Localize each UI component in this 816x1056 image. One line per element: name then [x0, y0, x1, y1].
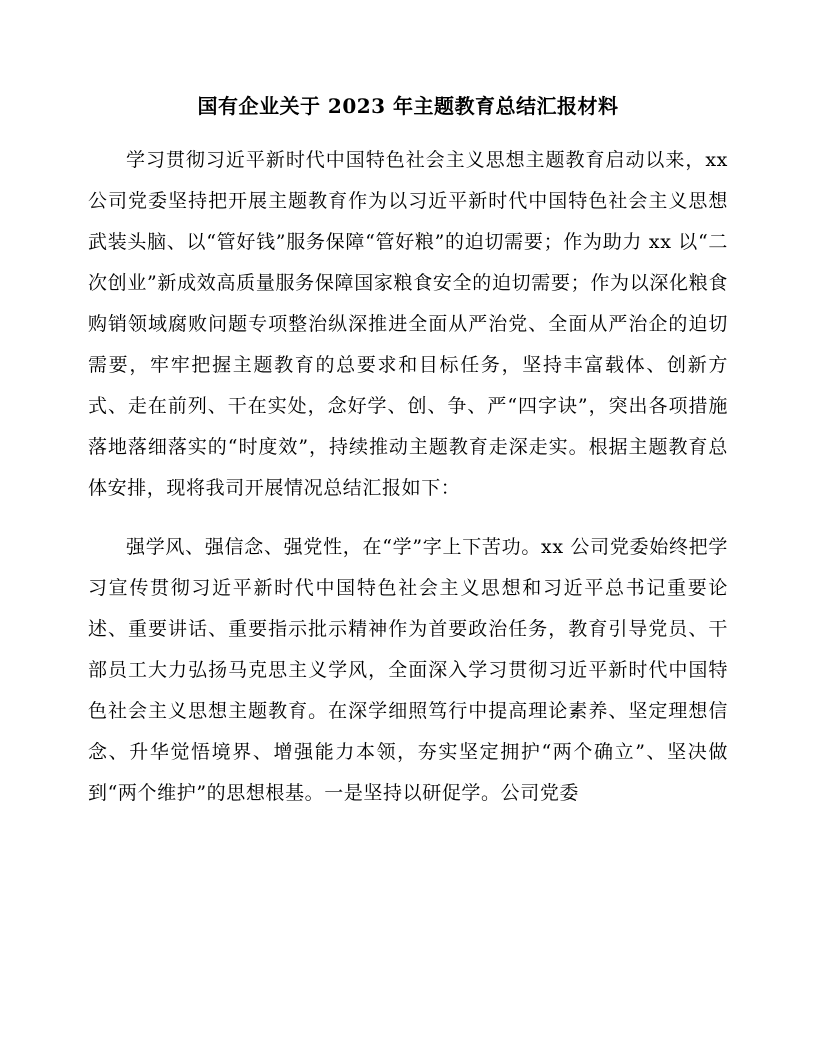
paragraph-1: 学习贯彻习近平新时代中国特色社会主义思想主题教育启动以来，xx 公司党委坚持把开展主题教育作为以习近平新时代中国特色社会主义思想武装头脑、以“管好钱”服务保障“管好粮”的迫切需要；作为助力 xx 以“二次创业”新成效高质量服务保障国家粮食安全的迫切需要；作为以深化粮食购销领域腐败问题专项整治纵深推进全面从严治党、全面从严治企的迫切需要，牢牢把握主题教育的总要求和目标任务，坚持丰富载体、创新方式、走在前列、干在实处，念好学、创、争、严“四字诀”，突出各项措施落地落细落实的“时度效”，持续推动主题教育走深走实。根据主题教育总体安排，现将我司开展情况总结汇报如下：: [88, 149, 728, 499]
page-title: 国有企业关于 2023 年主题教育总结汇报材料: [197, 94, 619, 118]
paragraph-spacer: [88, 515, 728, 527]
paragraph-2: 强学风、强信念、强党性，在“学”字上下苦功。xx 公司党委始终把学习宣传贯彻习近平新时代中国特色社会主义思想和习近平总书记重要论述、重要讲话、重要指示批示精神作为首要政治任务，教育引导党员、干部员工大力弘扬马克思主义学风，全面深入学习贯彻习近平新时代中国特色社会主义思想主题教育。在深学细照笃行中提高理论素养、坚定理想信念、升华觉悟境界、增强能力本领，夯实坚定拥护“两个确立”、坚决做到“两个维护”的思想根基。一是坚持以研促学。公司党委: [88, 536, 728, 804]
